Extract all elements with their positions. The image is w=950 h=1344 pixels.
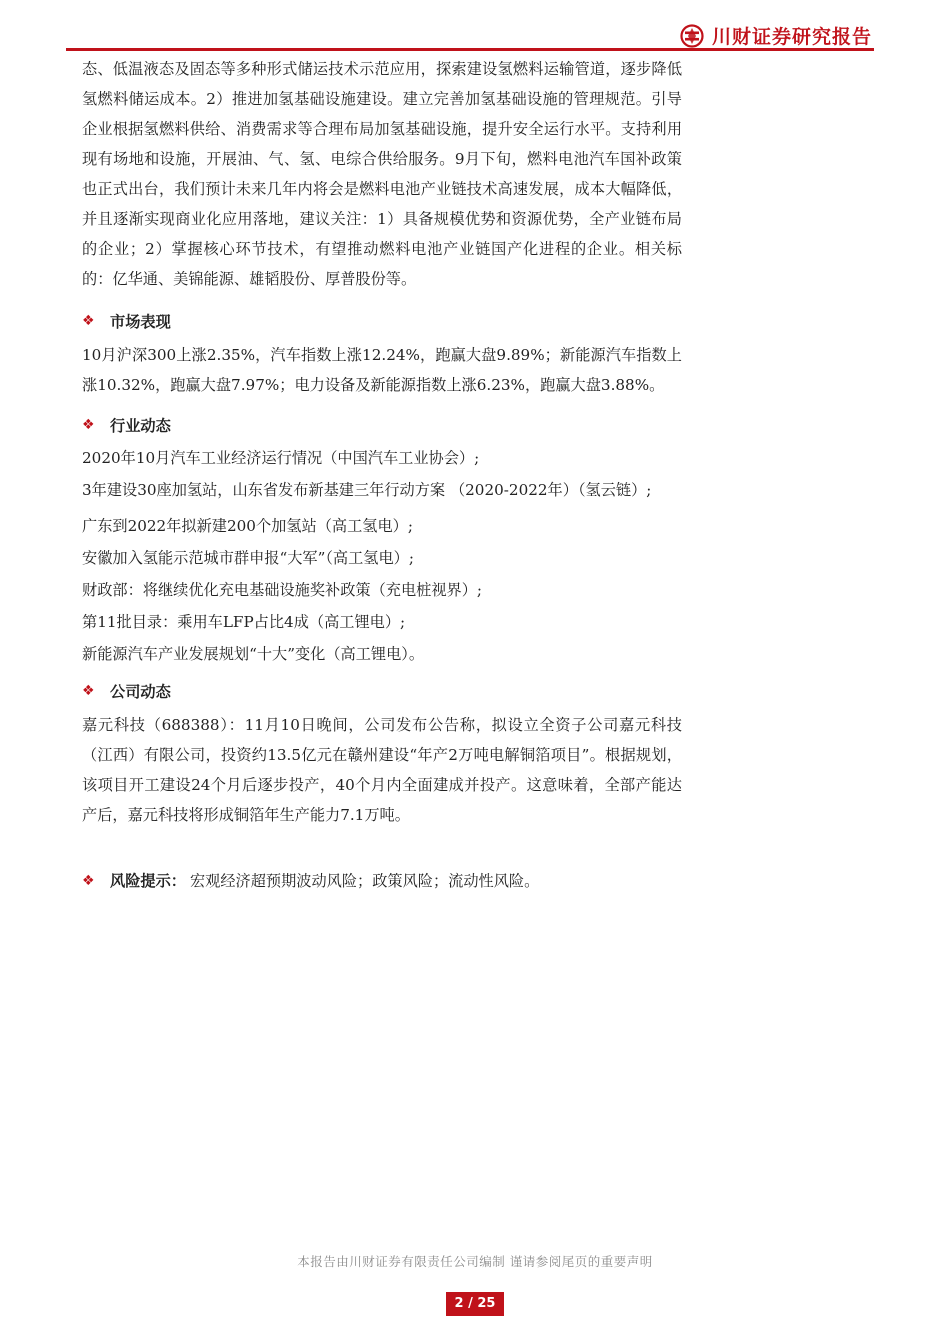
industry-news-item: 3年建设30座加氢站，山东省发布新基建三年行动方案 （2020-2022年）（氢云链）;	[82, 481, 652, 499]
footer-disclaimer: 本报告由川财证券有限责任公司编制 谨请参阅尾页的重要声明	[297, 1254, 653, 1269]
intro-paragraph: 态、低温液态及固态等多种形式储运技术示范应用，探索建设氢燃料运输管道，逐步降低氢燃料储运成本。2）推进加氢基础设施建设。建立完善加氢基础设施的管理规范。引导企业根据氢燃料供给、消费需求等合理布局加氢基础设施，提升安全运行水平。支持利用现有场地和设施，开展油、气、氢、电综合供给服务。9月下旬，燃料电池汽车国补政策也正式出台，我们预计未来几年内将会是燃料电池产业链技术高速发展，成本大幅降低，并且逐渐实现商业化应用落地，建议关注：1）具备规模优势和资源优势，全产业链布局的企业；2）掌握核心环节技术，有望推动燃料电池产业链国产化进程的企业。相关标的：亿华通、美锦能源、雄韬股份、厚普股份等。	[82, 60, 682, 288]
industry-news-item: 2020年10月汽车工业经济运行情况（中国汽车工业协会）;	[82, 449, 480, 467]
diamond-bullet-icon: ❖	[82, 313, 95, 329]
industry-news-item: 广东到2022年拟新建200个加氢站（高工氢电）;	[82, 517, 413, 535]
market-paragraph: 10月沪深300上涨2.35%，汽车指数上涨12.24%，跑赢大盘9.89%；新能源汽车指数上涨10.32%，跑赢大盘7.97%；电力设备及新能源指数上涨6.23%，跑赢大盘3.88%。	[82, 346, 682, 394]
header-brand	[680, 22, 872, 49]
diamond-bullet-icon: ❖	[82, 683, 95, 699]
section-industry-header	[82, 410, 682, 440]
risk-label: 风险提示：	[110, 872, 186, 890]
company-paragraph: 嘉元科技（688388）：11月10日晚间，公司发布公告称，拟设立全资子公司嘉元科技（江西）有限公司，投资约13.5亿元在赣州建设“年产2万吨电解铜箔项目”。根据规划，该项目开工建设24个月后逐步投产，40个月内全面建成并投产。这意味着，全部产能达产后，嘉元科技将形成铜箔年生产能力7.1万吨。	[82, 716, 682, 824]
industry-news-item: 财政部：将继续优化充电基础设施奖补政策（充电桩视界）;	[82, 581, 482, 599]
section-company-header	[82, 676, 682, 706]
brand-logo-icon	[680, 24, 704, 48]
section-market-header	[82, 306, 682, 336]
header-divider	[66, 48, 874, 51]
risk-text: 宏观经济超预期波动风险；政策风险；流动性风险。	[189, 872, 540, 890]
section-title: 市场表现	[110, 312, 171, 331]
risk-warning	[82, 866, 682, 896]
diamond-bullet-icon: ❖	[82, 417, 95, 433]
page-header	[0, 0, 950, 60]
report-body	[82, 54, 682, 896]
industry-news-item: 安徽加入氢能示范城市群申报“大军”（高工氢电）;	[82, 549, 414, 567]
section-title: 行业动态	[110, 416, 171, 435]
section-title: 公司动态	[110, 682, 171, 701]
industry-news-item: 第11批目录：乘用车LFP占比4成（高工锂电）;	[82, 613, 406, 631]
industry-news-item: 新能源汽车产业发展规划“十大”变化（高工锂电）。	[82, 645, 425, 663]
report-brand-title: 川财证券研究报告	[711, 26, 872, 48]
diamond-bullet-icon: ❖	[82, 873, 95, 889]
page-number: 2 / 25	[446, 1292, 504, 1316]
